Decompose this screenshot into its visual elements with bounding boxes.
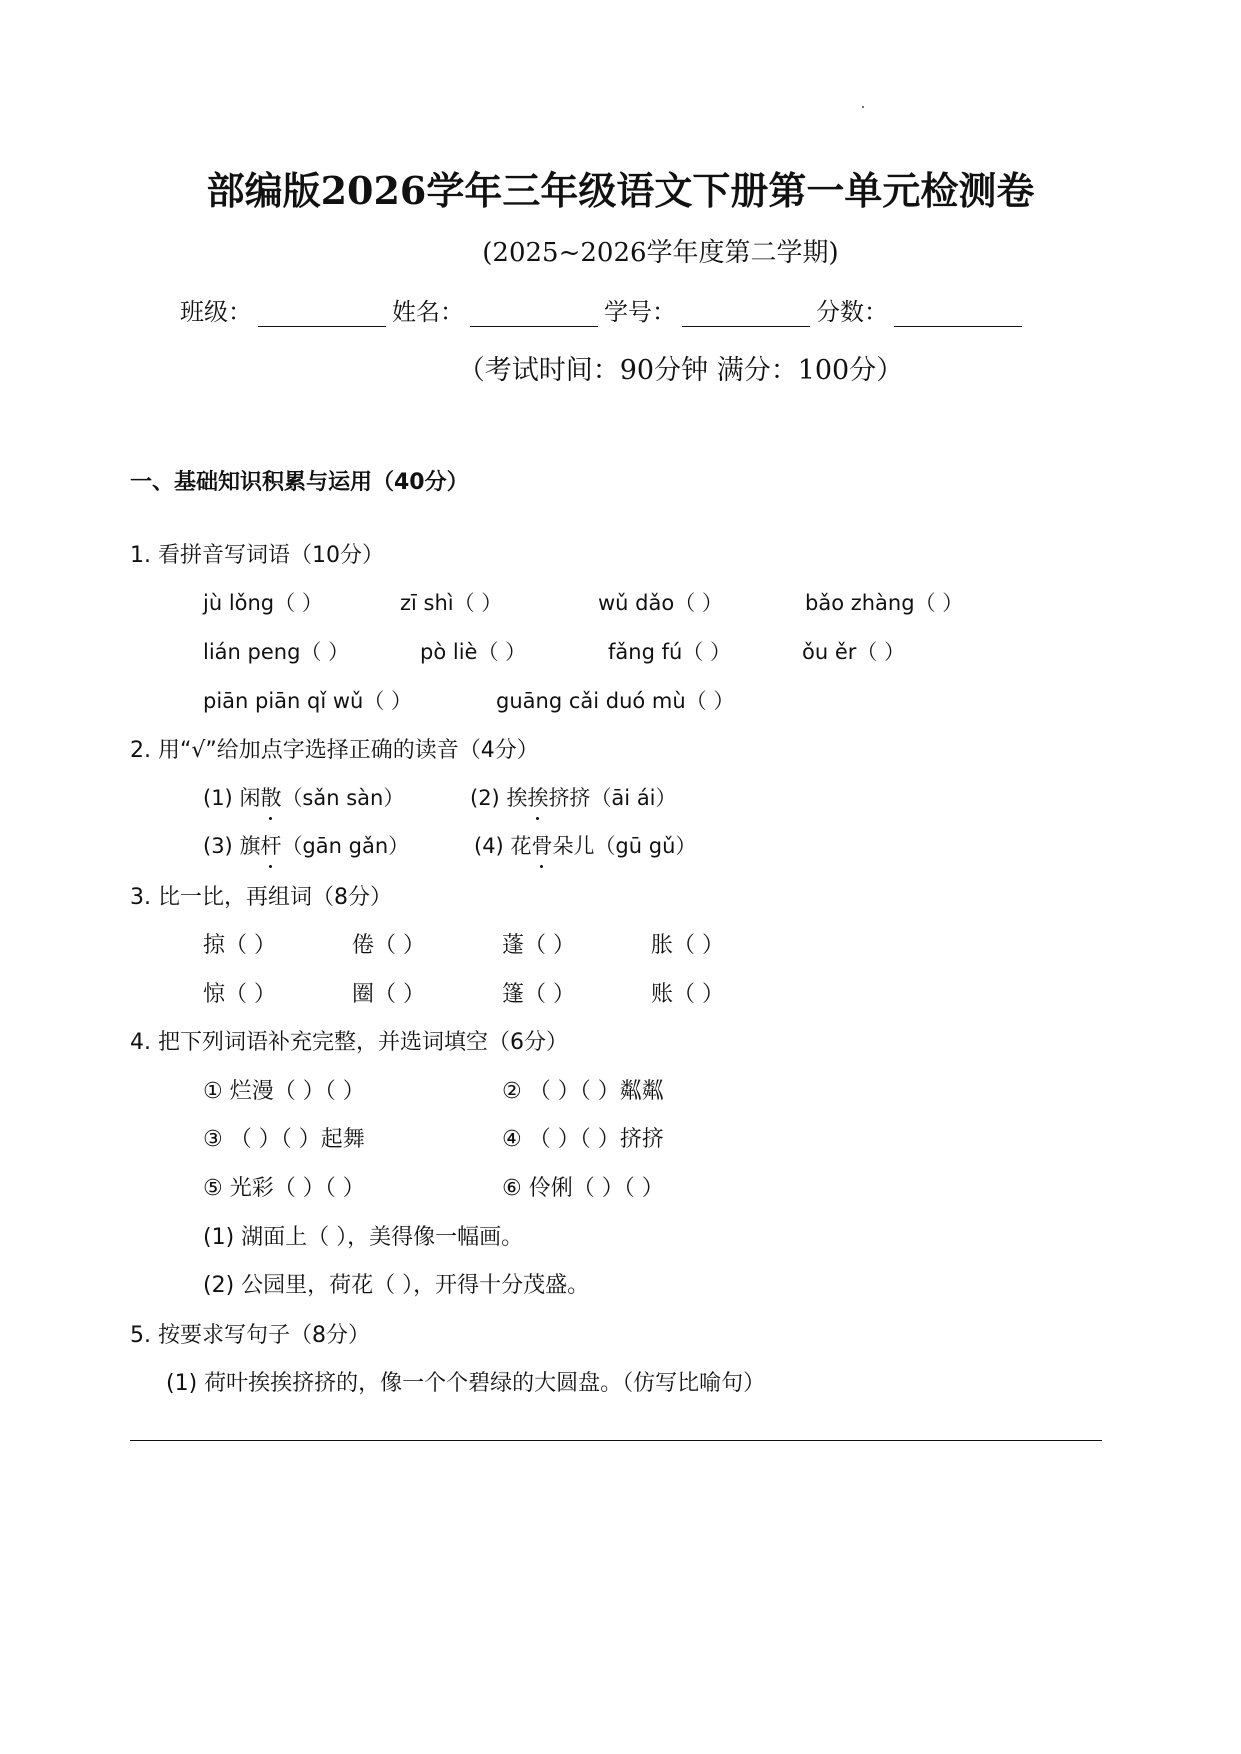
q3-cell: 蓬（ ） — [502, 933, 575, 958]
q1-item: piān piān qǐ wǔ（ ） — [203, 689, 413, 713]
q4-cell: ⑥ 伶俐（ ）（ ） — [502, 1176, 664, 1201]
class-field — [180, 292, 386, 327]
student-id-field — [604, 292, 810, 327]
student-id-blank[interactable] — [682, 304, 810, 327]
q4-cell: ② （ ）（ ）粼粼 — [502, 1079, 664, 1104]
q3-cell: 胀（ ） — [651, 933, 724, 958]
q4-title: 4. 把下列词语补充完整，并选词填空（6分） — [130, 1030, 568, 1055]
student-id-label: 学号： — [604, 298, 676, 326]
name-field — [392, 292, 598, 327]
exam-info: （考试时间：90分钟 满分：100分） — [457, 355, 904, 386]
q2-title: 2. 用“√”给加点字选择正确的读音（4分） — [130, 738, 539, 763]
q3-cell: 篷（ ） — [502, 982, 575, 1007]
q1-title: 1. 看拼音写词语（10分） — [130, 543, 384, 568]
q4-cell: ④ （ ）（ ）挤挤 — [502, 1127, 664, 1152]
q4-cell: ③ （ ）（ ）起舞 — [203, 1127, 365, 1152]
q4-sentence: (1) 湖面上（ ），美得像一幅画。 — [203, 1225, 524, 1250]
score-field — [816, 292, 1022, 327]
q3-cell: 倦（ ） — [352, 933, 425, 958]
q3-cell: 圈（ ） — [352, 982, 425, 1007]
name-blank[interactable] — [470, 304, 598, 327]
q1-item: zī shì（ ） — [400, 591, 503, 615]
q3-cell: 掠（ ） — [203, 933, 276, 958]
scan-speck — [862, 106, 864, 108]
q1-item: lián peng（ ） — [203, 640, 350, 664]
class-label: 班级： — [180, 298, 252, 326]
page-title: 部编版2026学年三年级语文下册第一单元检测卷 — [206, 168, 1035, 213]
class-blank[interactable] — [258, 304, 386, 327]
q4-sentence: (2) 公园里，荷花（ ），开得十分茂盛。 — [203, 1273, 590, 1298]
q1-item: jù lǒng（ ） — [203, 591, 323, 615]
q3-title: 3. 比一比，再组词（8分） — [130, 885, 392, 910]
q3-cell: 账（ ） — [651, 982, 724, 1007]
page-subtitle: (2025~2026学年度第二学期) — [482, 238, 839, 268]
score-blank[interactable] — [894, 304, 1022, 327]
dotted-char: 骨 — [531, 830, 552, 860]
q5-title: 5. 按要求写句子（8分） — [130, 1323, 370, 1348]
q2-item: (1) 闲散（sǎn sàn） — [203, 782, 404, 812]
name-label: 姓名： — [392, 298, 464, 326]
q1-item: ǒu ěr（ ） — [802, 640, 906, 664]
q1-item: wǔ dǎo（ ） — [598, 591, 723, 615]
q5-item: (1) 荷叶挨挨挤挤的，像一个个碧绿的大圆盘。（仿写比喻句） — [166, 1371, 766, 1396]
q4-cell: ⑤ 光彩（ ）（ ） — [203, 1176, 365, 1201]
q2-item: (3) 旗杆（gān gǎn） — [203, 830, 409, 860]
q2-item: (2) 挨挨挤挤（āi ái） — [470, 782, 677, 812]
answer-line[interactable] — [130, 1440, 1102, 1441]
q2-item: (4) 花骨朵儿（gū gǔ） — [474, 830, 696, 860]
section-heading: 一、基础知识积累与运用（40分） — [130, 470, 469, 495]
q3-cell: 惊（ ） — [203, 982, 276, 1007]
q1-item: guāng cǎi duó mù（ ） — [496, 689, 735, 713]
dotted-char: 散 — [260, 782, 281, 812]
q1-item: bǎo zhàng（ ） — [805, 591, 964, 615]
q4-cell: ① 烂漫（ ）（ ） — [203, 1079, 365, 1104]
dotted-char: 杆 — [260, 830, 281, 860]
q1-item: fǎng fú（ ） — [608, 640, 731, 664]
dotted-char: 挨 — [527, 782, 548, 812]
q1-item: pò liè（ ） — [420, 640, 527, 664]
score-label: 分数： — [816, 298, 888, 326]
